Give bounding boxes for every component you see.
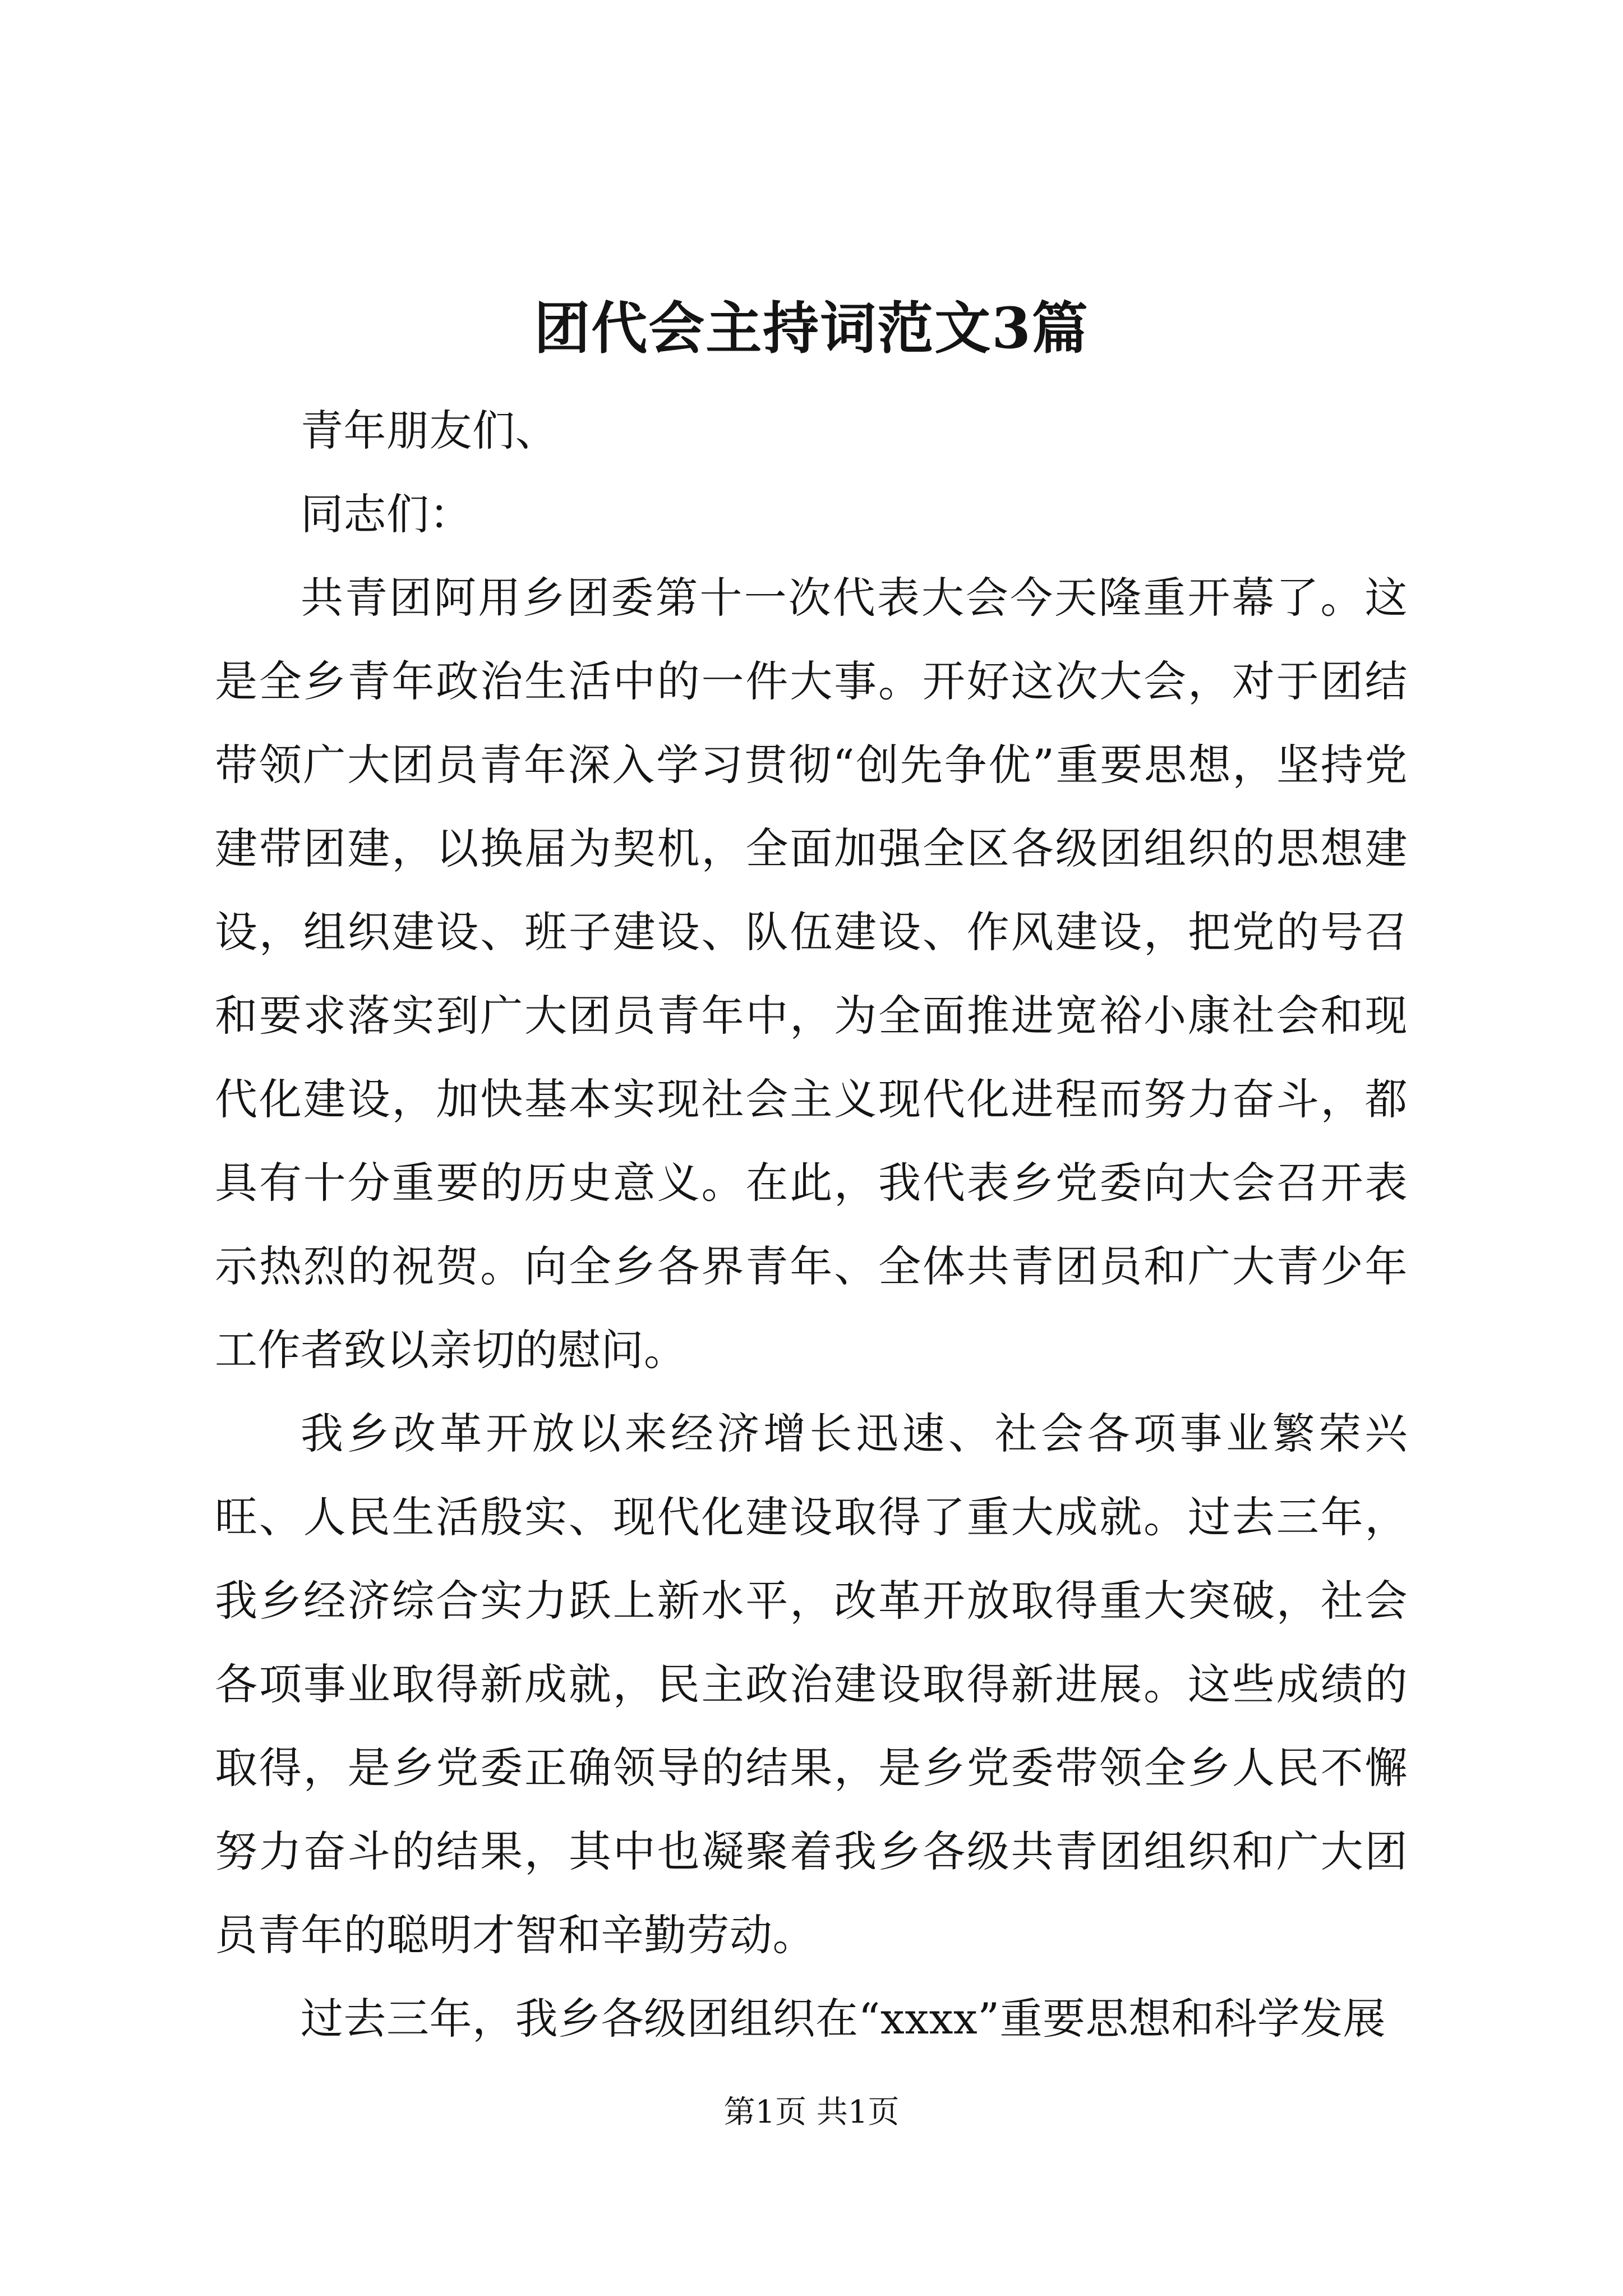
salutation-line: 同志们： [301,489,472,539]
page-footer: 第1页 共1页 [723,2094,900,2131]
body-paragraph: 共青团阿用乡团委第十一次代表大会今天隆重开幕了。这是全乡青年政治生活中的一件大事。开好这次大会，对于团结带领广大团员青年深入学习贯彻“创先争优”重要思想，坚持党建带团建，以换届为契机，全面加强全区各级团组织的思想建设，组织建设、班子建设、队伍建设、作风建设，把党的号召和要求落实到广大团员青年中，为全面推进宽裕小康社会和现代化建设，加快基本实现社会主义现代化进程而努力奋斗，都具有十分重要的历史意义。在此，我代表乡党委向大会召开表示热烈的祝贺。向全乡各界青年、全体共青团员和广大青少年工作者致以亲切的慰问。 [215,573,1408,1375]
body-paragraph: 过去三年，我乡各级团组织在“xxxx”重要思想和科学发展 [301,1994,1386,2044]
body-paragraph: 我乡改革开放以来经济增长迅速、社会各项事业繁荣兴旺、人民生活殷实、现代化建设取得了重大成就。过去三年，我乡经济综合实力跃上新水平，改革开放取得重大突破，社会各项事业取得新成就，民主政治建设取得新进展。这些成绩的取得，是乡党委正确领导的结果，是乡党委带领全乡人民不懈努力奋斗的结果，其中也凝聚着我乡各级共青团组织和广大团员青年的聪明才智和辛勤劳动。 [215,1409,1408,1960]
document-title: 团代会主持词范文3篇 [534,295,1089,361]
document-body [215,389,1408,2060]
salutation-line: 青年朋友们、 [301,406,558,455]
